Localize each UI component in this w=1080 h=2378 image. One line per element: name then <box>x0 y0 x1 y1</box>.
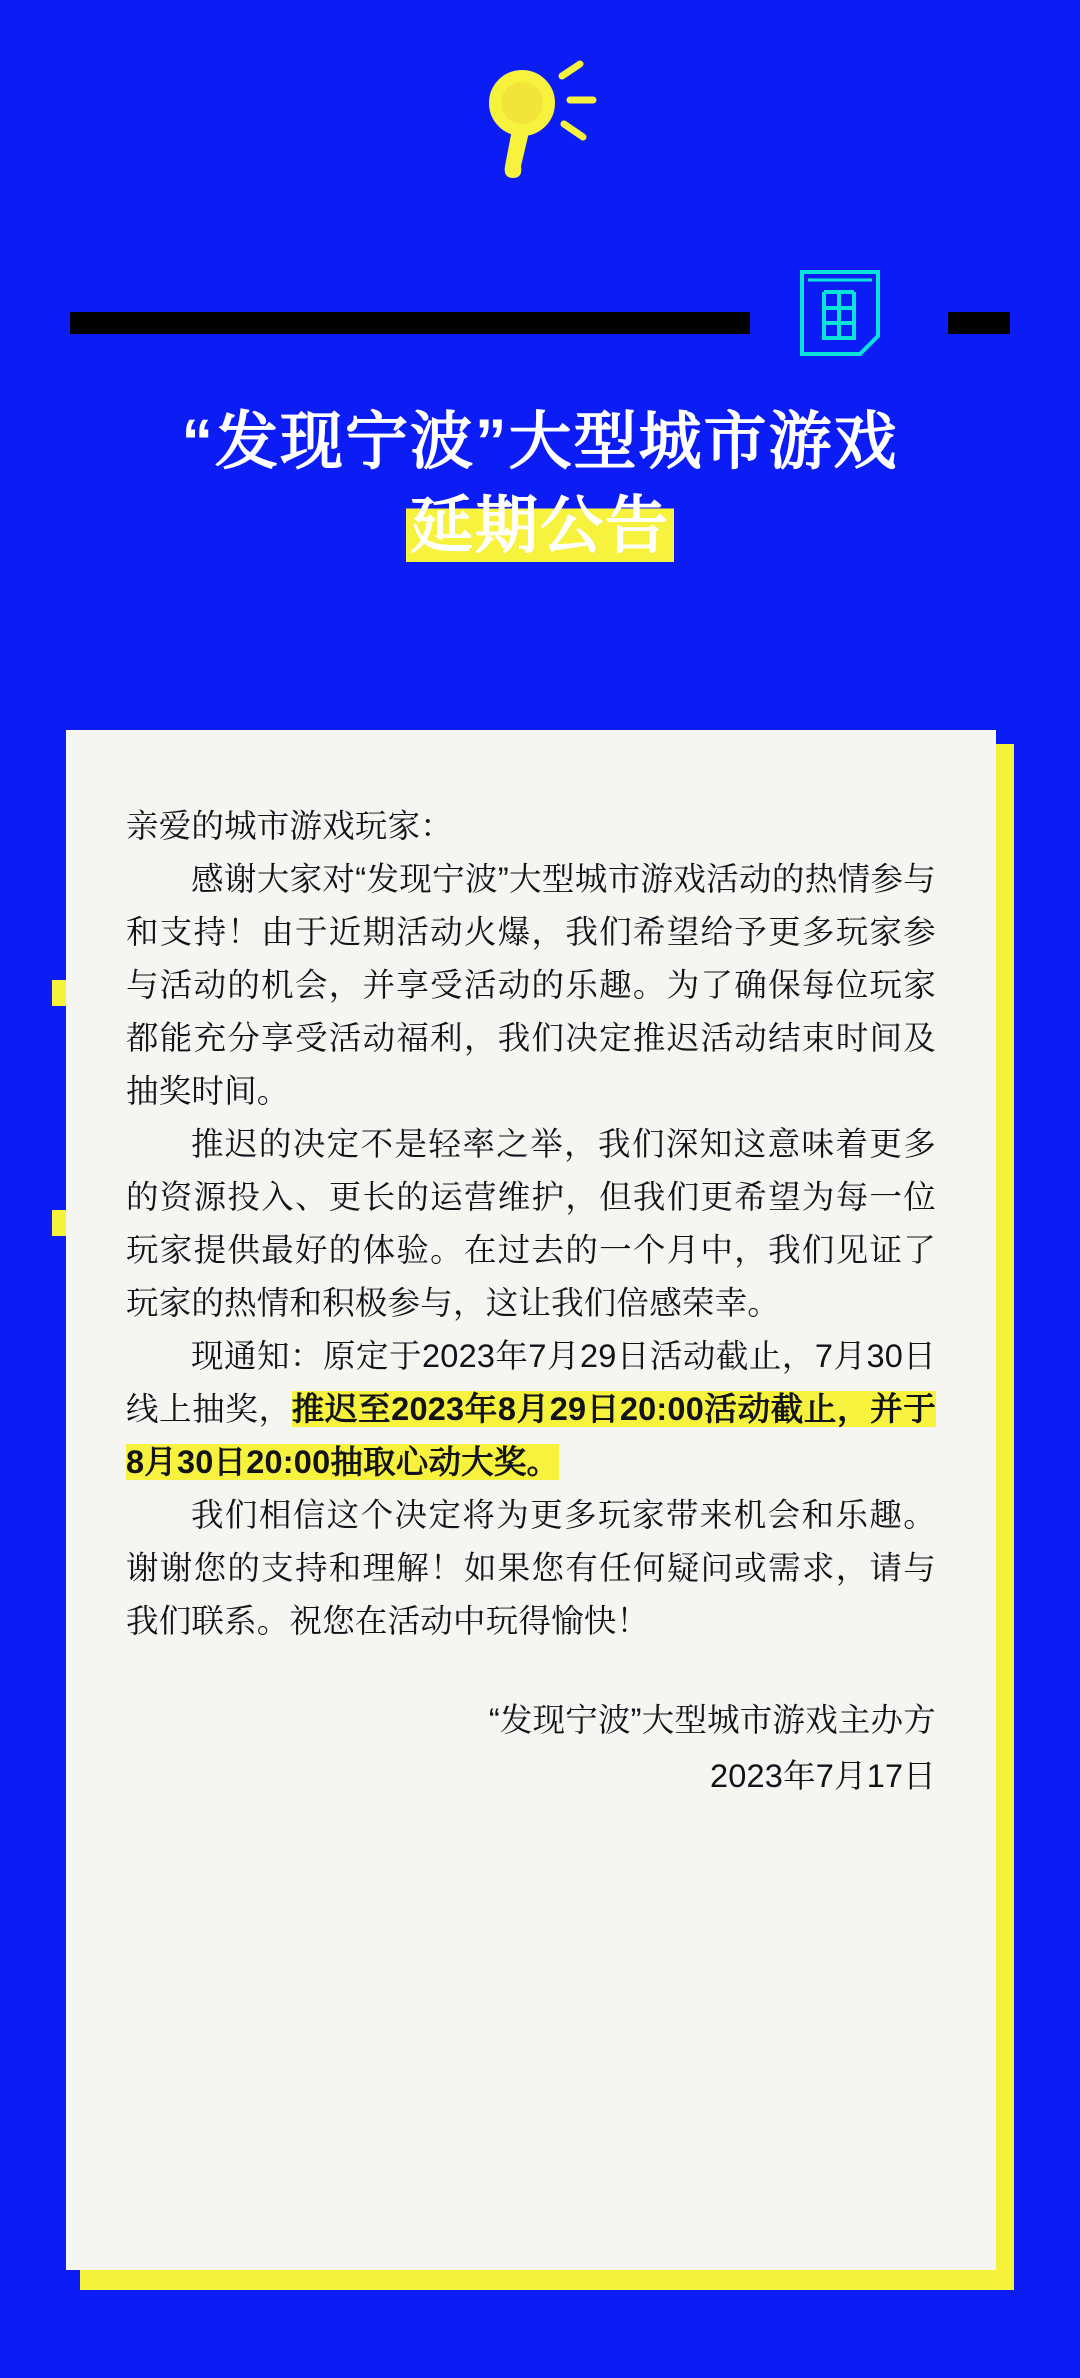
title-line-1: “发现宁波”大型城市游戏 <box>181 407 899 477</box>
title-line-2: 延期公告 <box>406 490 674 562</box>
paragraph-4: 我们相信这个决定将为更多玩家带来机会和乐趣。谢谢您的支持和理解！如果您有任何疑问或需求，请与我们联系。祝您在活动中玩得愉快！ <box>126 1497 936 1639</box>
paragraph-1: 感谢大家对“发现宁波”大型城市游戏活动的热情参与和支持！由于近期活动火爆，我们希望给予更多玩家参与活动的机会，并享受活动的乐趣。为了确保每位玩家都能充分享受活动福利，我们决定推迟活动结束时间及抽奖时间。 <box>126 861 936 1109</box>
divider-row <box>70 300 1010 340</box>
announcement-card <box>66 730 1014 2290</box>
paragraph-3 <box>126 1330 936 1489</box>
paragraph-3-highlight: 推迟至2023年8月29日20:00活动截止，并于8月30日20:00抽取心动大奖。 <box>126 1391 936 1480</box>
divider-bar-right <box>948 312 1010 334</box>
divider-bar-left <box>70 312 750 334</box>
magnifier-emblem <box>0 58 1080 208</box>
ningbo-yong-badge-icon <box>786 262 892 368</box>
signature-date: 2023年7月17日 <box>709 1758 936 1794</box>
magnifier-icon <box>450 58 630 208</box>
poster-title <box>0 400 1080 562</box>
salutation: 亲爱的城市游戏玩家： <box>126 808 454 844</box>
paragraph-2: 推迟的决定不是轻率之举，我们深知这意味着更多的资源投入、更长的运营维护，但我们更希望为每一位玩家提供最好的体验。在过去的一个月中，我们见证了玩家的热情和积极参与，这让我们倍感荣幸。 <box>126 1126 936 1321</box>
card-body <box>66 730 996 2270</box>
paragraph-3-prefix: 现通知：原定于2023年7月29日活动截止，7月30日线上抽奖， <box>126 1338 936 1427</box>
signature-organizer: “发现宁波”大型城市游戏主办方 <box>488 1702 936 1738</box>
signature-block <box>126 1692 936 1804</box>
